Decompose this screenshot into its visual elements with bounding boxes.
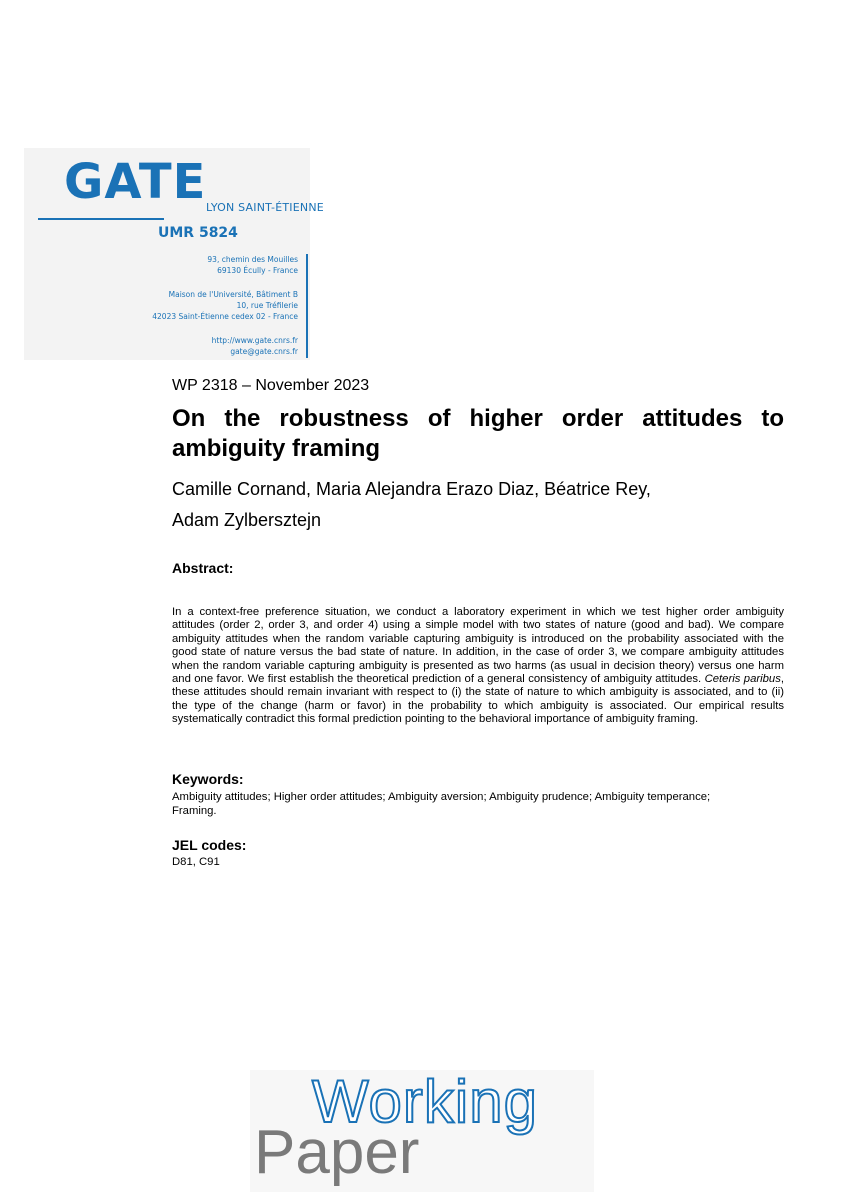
watermark-working: Working xyxy=(312,1068,538,1135)
jel-codes: D81, C91 xyxy=(172,856,220,868)
abstract-part: In a context-free preference situation, we conduct a laboratory experiment in which we test higher order ambiguity attitudes (order 2, order 3, and order 4) using a simple model with two states of nature (good and bad). We compare ambiguity attitudes when the random variable capturing ambiguity is introduced on the probability associated with the good state of nature versus the bad state of nature. In addition, in the case of order 3, we compare ambiguity attitudes when the random variable capturing ambiguity is presented as two harms (as usual in decision theory) versus one harm and one favor. We first establish the theoretical prediction of a general consistency of ambiguity attitudes. xyxy=(172,606,784,686)
keywords-text: Ambiguity attitudes; Higher order attitudes; Ambiguity aversion; Ambiguity prudence; Ambiguity temperance; Framing. xyxy=(172,791,711,817)
watermark-paper: Paper xyxy=(254,1118,420,1187)
keywords-heading: Keywords: xyxy=(172,771,244,787)
paper-title: On the robustness of higher order attitudes to ambiguity framing xyxy=(172,405,784,462)
gate-logo-rule xyxy=(38,218,164,220)
email-link[interactable]: gate@gate.cnrs.fr xyxy=(230,347,298,356)
address-line: 10, rue Tréfilerie xyxy=(236,301,298,310)
gate-address-block xyxy=(98,254,298,357)
abstract-heading: Abstract: xyxy=(172,560,234,576)
abstract-italic-phrase: Ceteris paribus xyxy=(704,673,781,686)
abstract-part: , these attitudes should remain invariant with respect to (i) the state of nature to which ambiguity is associated, and to (ii) the type of the change (harm or favor) in the probability to which ambiguity is associated. Our empirical results systematically contradict this formal prediction pointing to the behavioral importance of ambiguity framing. xyxy=(172,673,784,726)
website-link[interactable]: http://www.gate.cnrs.fr xyxy=(211,336,298,345)
address-divider xyxy=(306,254,308,358)
working-paper-watermark xyxy=(250,1070,594,1192)
address-line: 69130 Écully - France xyxy=(217,266,298,275)
address-line: 42023 Saint-Étienne cedex 02 - France xyxy=(152,312,298,321)
jel-heading: JEL codes: xyxy=(172,837,247,853)
gate-logo-umr: UMR 5824 xyxy=(158,225,238,241)
gate-logo-city: LYON SAINT-ÉTIENNE xyxy=(206,201,324,214)
authors-line: Adam Zylbersztejn xyxy=(172,510,322,530)
gate-logo xyxy=(24,148,324,360)
address-line: Maison de l'Université, Bâtiment B xyxy=(168,290,298,299)
gate-logo-wordmark: GATE xyxy=(64,154,207,210)
abstract-text xyxy=(172,606,784,727)
paper-authors xyxy=(172,474,784,536)
working-paper-series: WP 2318 – November 2023 xyxy=(172,377,370,394)
authors-line: Camille Cornand, Maria Alejandra Erazo Diaz, Béatrice Rey, xyxy=(172,479,651,499)
address-line: 93, chemin des Mouilles xyxy=(207,255,298,264)
